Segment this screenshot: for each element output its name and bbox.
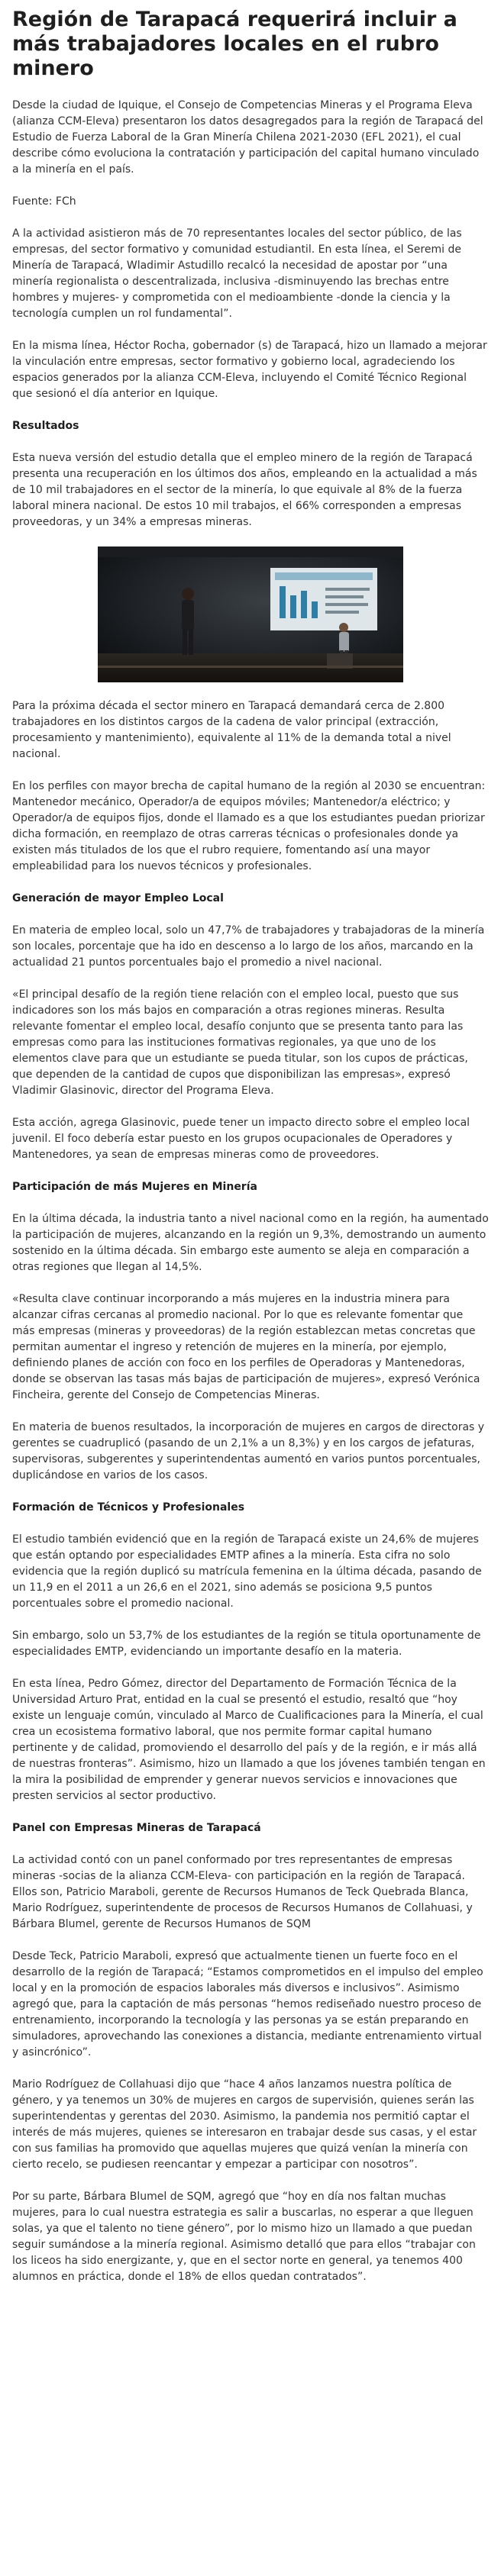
section-heading-panel-empresas: Panel con Empresas Mineras de Tarapacá xyxy=(12,1822,261,1834)
paragraph: La actividad contó con un panel conformado por tres representantes de empresas mineras -socias de la alianza CCM-Eleva- con participación en la región de Tarapacá. Ellos son, Patricio Maraboli, gerente de Recursos Humanos de Teck Quebrada Blanca, Mario Rodríguez, superintendente de procesos de Recursos Humanos de Collahuasi, y Bárbara Blumel, gerente de Recursos Humanos de SQM xyxy=(12,1854,473,1930)
paragraph: Desde Teck, Patricio Maraboli, expresó que actualmente tienen un fuerte foco en el desarrollo de la región de Tarapacá; “Estamos comprometidos en el impulso del empleo local y en la promoción de espacios laborales más diversos e inclusivos”. Asimismo agregó que, para la captación de más personas “hemos rediseñado nuestro proceso de entrenamiento, incorporando la tecnología y las personas ya se están preparando en simuladores, aprovechando las conexiones a distancia, mediante entrenamiento virtual y asincrónico”. xyxy=(12,1950,483,2059)
paragraph: En materia de buenos resultados, la incorporación de mujeres en cargos de directoras y gerentes se cuadruplicó (pasando de un 2,1% a un 8,3%) y en los cargos de jefaturas, supervisoras, subgerentes y superintendentas aumentó en varios puntos porcentuales, duplicándose en varios de los casos. xyxy=(12,1421,485,1481)
section-heading-empleo-local: Generación de mayor Empleo Local xyxy=(12,892,224,904)
article-title: Región de Tarapacá requerirá incluir a más trabajadores locales en el rubro minero xyxy=(12,8,457,80)
section-heading-mujeres-mineria: Participación de más Mujeres en Minería xyxy=(12,1181,257,1193)
paragraph: En la misma línea, Héctor Rocha, gobernador (s) de Tarapacá, hizo un llamado a mejorar la vinculación entre empresas, sector formativo y gobierno local, agradeciendo los espacios generados por la alianza CCM-Eleva, incluyendo el Comité Técnico Regional que sesionó el día anterior en Iquique. xyxy=(12,340,487,400)
paragraph: Por su parte, Bárbara Blumel de SQM, agregó que “hoy en día nos faltan muchas mujeres, para lo cual nuestra estrategia es salir a buscarlas, no esperar a que lleguen solas, ya que el talento no tiene género”, por lo mismo hizo un llamado a que puedan seguir sumándose a la minería regional. Asimismo detalló que para ellos “trabajar con los liceos ha sido energizante, y, que en el sector norte en general, ya tenemos 400 alumnos en práctica, donde el 18% de ellos quedan contratados”. xyxy=(12,2191,476,2283)
paragraph: El estudio también evidenció que en la región de Tarapacá existe un 24,6% de mujeres que están optando por especialidades EMTP afines a la minería. Esta cifra no solo evidencia que la región duplicó su matrícula femenina en la última década, pasando de un 11,9 en el 2011 a un 26,6 en el 2021, sino además se posiciona 9,5 puntos porcentuales sobre el promedio nacional. xyxy=(12,1533,482,1610)
paragraph: En esta línea, Pedro Gómez, director del Departamento de Formación Técnica de la Universidad Arturo Prat, entidad en la cual se presentó el estudio, resaltó que “hoy existe un lenguaje común, vinculado al Marco de Cualificaciones para la Minería, el cual crea un ecosistema formativo laboral, que nos permite formar capital humano pertinente y de calidad, promoviendo el desarrollo del país y de la región, e ir más allá de nuestras fronteras”. Asimismo, hizo un llamado a que los jóvenes también tengan en la mira la posibilidad de emprender y generar nuevos servicios e innovaciones que presten servicios al sector productivo. xyxy=(12,1678,486,1802)
projection-slide-text xyxy=(325,595,364,598)
paragraph: Sin embargo, solo un 53,7% de los estudiantes de la región se titula oportunamente de especialidades EMTP, evidenciando un importante desafío en la materia. xyxy=(12,1630,481,1658)
projection-slide-bar xyxy=(312,601,318,618)
projection-slide-bar xyxy=(301,591,307,618)
projection-slide-text xyxy=(325,603,368,606)
projection-slide-bar xyxy=(280,586,286,618)
projection-slide-text xyxy=(325,588,370,591)
paragraph-quote: «El principal desafío de la región tiene relación con el empleo local, puesto que sus indicadores son los más bajos en comparación a otras regiones mineras. Resulta relevante fomentar el empleo local, desafío conjunto que se presenta tanto para las empresas como para las instituciones formativas regionales, ya que uno de los elementos clave para que un estudiante se pueda titular, son los cupos de prácticas, que dependen de la cantidad de cupos que disponibilizan las empresas», expresó Vladimir Glasinovic, director del Programa Eleva. xyxy=(12,988,468,1097)
paragraph-source: Fuente: FCh xyxy=(12,195,76,208)
stage-edge xyxy=(98,666,403,668)
paragraph: Esta acción, agrega Glasinovic, puede tener un impacto directo sobre el empleo local juvenil. El foco debería estar puesto en los grupos ocupacionales de Operadores y Mantenedores, ya sean de empresas mineras como de proveedores. xyxy=(12,1117,470,1161)
section-heading-resultados: Resultados xyxy=(12,420,79,432)
paragraph: Esta nueva versión del estudio detalla que el empleo minero de la región de Tarapacá presenta una recuperación en los últimos dos años, empleando en la actualidad a más de 10 mil trabajadores en el sector de la minería, lo que equivale al 8% de la fuerza laboral minera nacional. De estos 10 mil trabajos, el 66% corresponden a empresas proveedoras, y un 34% a empresas mineras. xyxy=(12,452,477,528)
paragraph: Mario Rodríguez de Collahuasi dijo que “hace 4 años lanzamos nuestra política de género, y ya tenemos un 30% de mujeres en cargos de supervisión, quienes serán las superintendentas y gerentas del 2030. Asimismo, la pandemia nos permitió captar el interés de más mujeres, quienes se interesaron en trabajar desde sus casas, y el estar con sus familias ha promovido que aquellas mujeres que quizá venían la minería con cierto recelo, se pudiesen reencantar y empezar a participar con nosotros”. xyxy=(12,2078,477,2171)
paragraph: En materia de empleo local, solo un 47,7% de trabajadores y trabajadoras de la minería son locales, porcentaje que ha ido en descenso a lo largo de los años, marcando en la actualidad 21 puntos porcentuales bajo el promedio a nivel nacional. xyxy=(12,924,485,969)
paragraph-intro: Desde la ciudad de Iquique, el Consejo de Competencias Mineras y el Programa Eleva (alianza CCM-Eleva) presentaron los datos desagregados para la región de Tarapacá del Estudio de Fuerza Laboral de la Gran Minería Chilena 2021-2030 (EFL 2021), el cual describe cómo evoluciona la contratación y participación del capital humano vinculado a la minería en el país. xyxy=(12,99,483,176)
projection-slide-header xyxy=(275,572,373,580)
paragraph: En la última década, la industria tanto a nivel nacional como en la región, ha aumentado la participación de mujeres, alcanzando en la región un 9,3%, demostrando un aumento sostenido en la última década. Sin embargo este aumento se aleja en comparación a otras regiones que llegan al 14,5%. xyxy=(12,1213,489,1273)
paragraph: A la actividad asistieron más de 70 representantes locales del sector público, de las empresas, del sector formativo y comunidad estudiantil. En esta línea, el Seremi de Minería de Tarapacá, Wladimir Astudillo recalcó la necesidad de apostar por “una minería regionalista o descentralizada, inclusiva -disminuyendo las brechas entre hombres y mujeres- y comprometida con el medioambiente -donde la ciencia y la tecnología cumplen un rol fundamental”. xyxy=(12,227,462,320)
section-heading-formacion: Formación de Técnicos y Profesionales xyxy=(12,1501,245,1514)
photo-ceiling-light xyxy=(98,546,403,557)
projection-slide-bar xyxy=(290,595,296,618)
paragraph-quote: «Resulta clave continuar incorporando a más mujeres en la industria minera para alcanzar cifras cercanas al promedio nacional. Por lo que es relevante fomentar que más empresas (mineras y proveedoras) de la región establezcan metas concretas que permitan aumentar el ingreso y retención de mujeres en la minería, por ejemplo, definiendo planes de acción con foco en los perfiles de Operadoras y Mantenedoras, donde se observan las tasas más bajas de participación de mujeres», expresó Verónica Fincheira, gerente del Consejo de Competencias Mineras. xyxy=(12,1293,480,1401)
article xyxy=(0,8,501,2285)
paragraph: Para la próxima década el sector minero en Tarapacá demandará cerca de 2.800 trabajadores en los distintos cargos de la cadena de valor principal (extracción, procesamiento y mantenimiento), equivalente al 11% de la demanda total a nivel nacional. xyxy=(12,700,451,760)
paragraph: En los perfiles con mayor brecha de capital humano de la región al 2030 se encuentran: Mantenedor mecánico, Operador/a de equipos móviles; Mantenedor/a eléctrico; y Operador/a de equipos fijos, donde el llamado es a que los estudiantes puedan priorizar dicha formación, en reemplazo de otras carreras técnicas o profesionales donde ya existen más titulados de los que el rubro requiere, fomentando así una mayor empleabilidad para los nuevos técnicos y profesionales. xyxy=(12,780,486,872)
presentation-photo xyxy=(98,546,403,682)
projection-slide-text xyxy=(325,611,359,614)
